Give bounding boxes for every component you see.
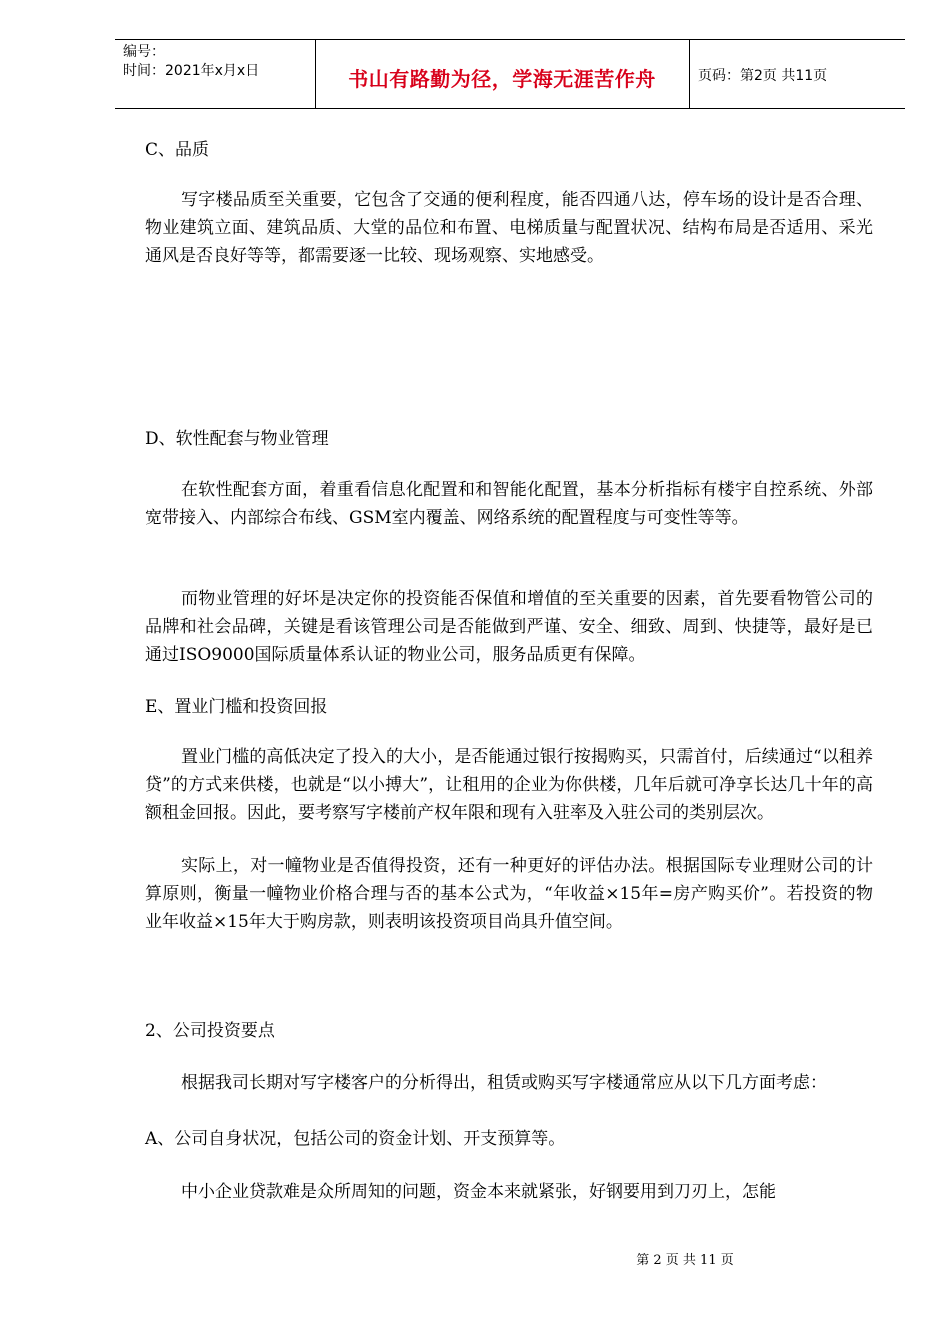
footer-page-number: 第 2 页 共 11 页 [636, 1253, 734, 1268]
header-info-cell [115, 40, 316, 108]
page-footer [0, 1249, 950, 1268]
page-header [115, 39, 905, 109]
header-motto: 书山有路勤为径，学海无涯苦作舟 [348, 67, 656, 91]
document-time-label: 时间：2021年x月x日 [123, 63, 260, 79]
header-page-cell [690, 40, 905, 108]
section-a-paragraph: 中小企业贷款难是众所周知的问题，资金本来就紧张，好钢要用到刀刃上，怎能 [181, 1182, 776, 1202]
section-d-paragraph-2: 而物业管理的好坏是决定你的投资能否保值和增值的至关重要的因素，首先要看物管公司的品牌和社会品碑，关键是看该管理公司是否能做到严谨、安全、细致、周到、快捷等，最好是已通过ISO9000国际质量体系认证的物业公司，服务品质更有保障。 [145, 589, 873, 665]
section-d-paragraph-1: 在软性配套方面，着重看信息化配置和和智能化配置，基本分析指标有楼宇自控系统、外部宽带接入、内部综合布线、GSM室内覆盖、网络系统的配置程度与可变性等等。 [145, 480, 873, 528]
section-a-heading: A、公司自身状况，包括公司的资金计划、开支预算等。 [145, 1129, 566, 1149]
section-e-paragraph-2: 实际上，对一幢物业是否值得投资，还有一种更好的评估办法。根据国际专业理财公司的计算原则，衡量一幢物业价格合理与否的基本公式为，“年收益×15年=房产购买价”。若投资的物业年收益×15年大于购房款，则表明该投资项目尚具升值空间。 [145, 856, 873, 932]
header-page-code: 页码：第2页 共11页 [698, 68, 828, 84]
section-e-paragraph-1: 置业门槛的高低决定了投入的大小，是否能通过银行按揭购买，只需首付，后续通过“以租养贷”的方式来供楼，也就是“以小搏大”，让租用的企业为你供楼，几年后就可净享长达几十年的高额租金回报。因此，要考察写字楼前产权年限和现有入驻率及入驻公司的类别层次。 [145, 747, 873, 823]
section-d-heading: D、软性配套与物业管理 [145, 429, 329, 449]
document-number-label: 编号： [123, 44, 165, 60]
section-c-paragraph: 写字楼品质至关重要，它包含了交通的便利程度，能否四通八达，停车场的设计是否合理、物业建筑立面、建筑品质、大堂的品位和布置、电梯质量与配置状况、结构布局是否适用、采光通风是否良好等等，都需要逐一比较、现场观察、实地感受。 [145, 190, 873, 266]
section-2-paragraph: 根据我司长期对写字楼客户的分析得出，租赁或购买写字楼通常应从以下几方面考虑： [181, 1073, 827, 1093]
section-c-heading: C、品质 [145, 140, 210, 160]
section-2-heading: 2、公司投资要点 [145, 1021, 275, 1041]
section-e-heading: E、置业门槛和投资回报 [145, 697, 328, 717]
header-motto-cell [315, 40, 690, 108]
